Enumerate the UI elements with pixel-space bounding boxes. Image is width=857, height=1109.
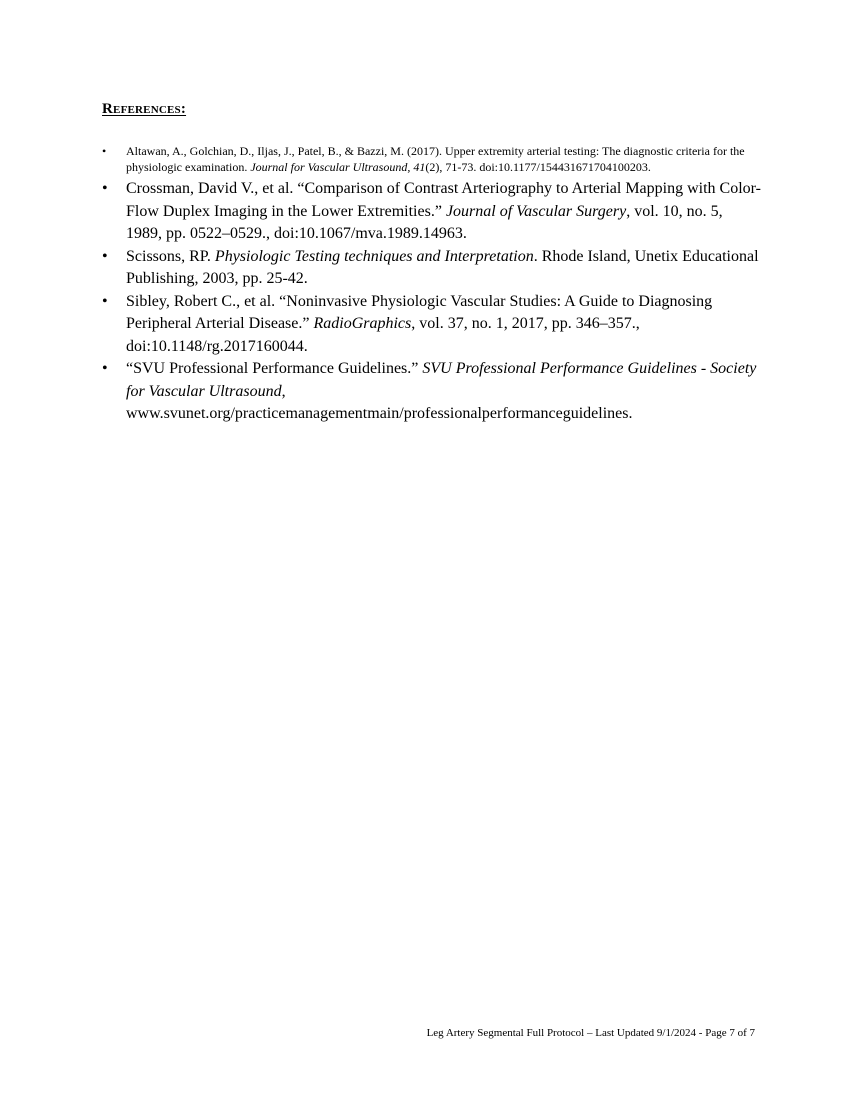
reference-details: , vol. 10, no. 5, 1989, pp. 0522–0529., doi:10.1067/mva.1989.14963. [126,202,723,242]
reference-details: , www.svunet.org/practicemanagementmain/professionalperformanceguidelines. [126,382,633,422]
reference-journal: Journal for Vascular Ultrasound, 41 [250,160,426,174]
reference-item-svu [102,358,762,426]
reference-journal: SVU Professional Performance Guidelines - Society for Vascular Ultrasound [126,360,757,400]
reference-item-altawan [102,143,762,175]
reference-journal: RadioGraphics [313,315,412,332]
reference-item-sibley [102,291,762,359]
reference-text: Scissons, RP. [126,247,215,265]
reference-text: Crossman, David V., et al. “Comparison of Contrast Arteriography to Arterial Mapping with Color-Flow Duplex Imaging in the Lower Extremities.” [126,180,761,220]
page-footer: Leg Artery Segmental Full Protocol – Last Updated 9/1/2024 - Page 7 of 7 [426,1027,755,1039]
reference-details: (2), 71-73. doi:10.1177/154431671704100203. [425,160,651,174]
reference-details: , vol. 37, no. 1, 2017, pp. 346–357., doi:10.1148/rg.2017160044. [126,315,640,355]
references-heading: References: [102,101,187,117]
reference-item-scissons [102,246,762,291]
reference-details: . Rhode Island, Unetix Educational Publishing, 2003, pp. 25-42. [126,247,759,287]
reference-list [102,143,762,426]
reference-item-crossman [102,178,762,246]
reference-text: Altawan, A., Golchian, D., Iljas, J., Patel, B., & Bazzi, M. (2017). Upper extremity arterial testing: The diagnostic criteria for the physiologic examination. [126,144,745,174]
reference-journal: Physiologic Testing techniques and Interpretation [214,247,534,265]
reference-text: Sibley, Robert C., et al. “Noninvasive Physiologic Vascular Studies: A Guide to Diagnosing Peripheral Arterial Disease.” [126,292,713,332]
reference-text: “SVU Professional Performance Guidelines.” [126,360,423,377]
reference-journal: Journal of Vascular Surgery [445,202,627,220]
